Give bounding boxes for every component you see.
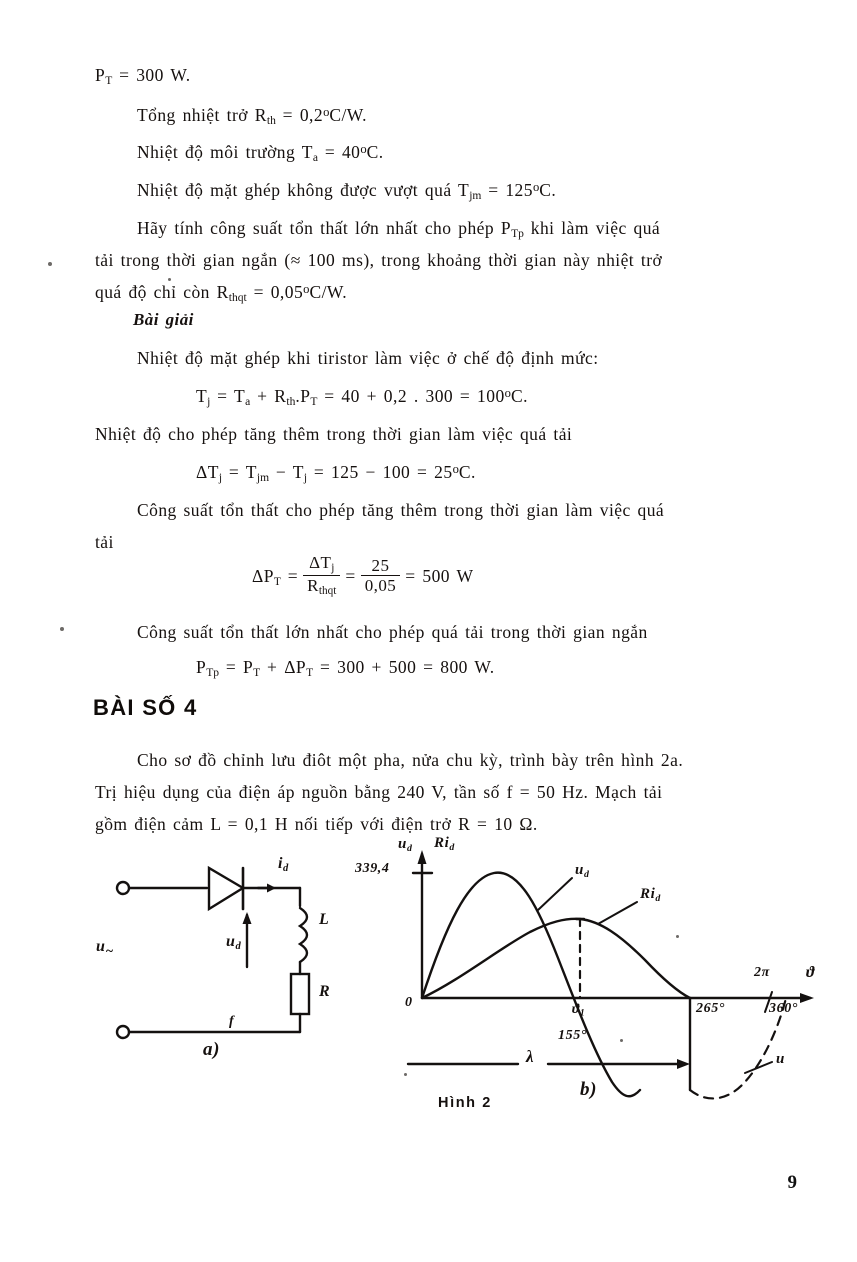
line-question-part1 xyxy=(137,218,837,240)
fraction-denominator xyxy=(303,575,340,598)
degree-sign: o xyxy=(323,105,330,120)
y-axis-label-rid-sub: d xyxy=(449,841,455,853)
problem-heading-text: BÀI SỐ 4 xyxy=(93,695,198,720)
y-axis-label-ud xyxy=(398,837,412,854)
y-axis-label-rid xyxy=(434,836,454,853)
label-id xyxy=(278,856,288,875)
eq1-mid1: = T xyxy=(210,386,246,406)
figure-caption-text: Hình 2 xyxy=(438,1095,492,1111)
value-40: = 40 xyxy=(318,142,361,162)
lambda-label-text: λ xyxy=(526,1047,535,1066)
eq3-equals-1: = xyxy=(280,565,299,586)
subscript-thqt: thqt xyxy=(228,292,247,305)
eq3-frac1-den-sub: thqt xyxy=(318,585,337,598)
unit-cw: C/W. xyxy=(329,105,367,125)
text-cong-suat-lon-nhat: Công suất tổn thất lớn nhất cho phép quá tải trong thời gian ngắn xyxy=(137,622,648,642)
problem4-line-1 xyxy=(137,750,837,771)
curve-label-ud xyxy=(575,863,589,880)
unit-ohm: Ω. xyxy=(519,814,538,834)
curve-rid xyxy=(422,919,690,998)
value-02: = 0,2 xyxy=(275,105,324,125)
line-total-thermal-resistance xyxy=(137,105,837,127)
circuit-svg xyxy=(95,852,395,1062)
eq4-mid1: = P xyxy=(219,657,254,677)
curve-label-rid-text: Ri xyxy=(640,886,656,902)
text-tai-trong-thoi-gian: tải trong thời gian ngắn (≈ 100 ms), trong khoảng thời gian này nhiệt trở xyxy=(95,250,663,270)
figure-caption xyxy=(438,1096,492,1111)
x-axis-label xyxy=(806,965,815,981)
origin-label-text: 0 xyxy=(405,995,413,1010)
line-max-junction-temperature xyxy=(137,180,837,202)
eq3-frac1-num: ΔT xyxy=(309,553,332,572)
fraction-numerator: 25 xyxy=(371,555,390,575)
text-tri-hieu-dung: Trị hiệu dụng của điện áp nguồn bằng 240 V, tần số f = 50 Hz. Mạch tải xyxy=(95,782,663,802)
eq2-lhs: ΔT xyxy=(196,462,219,482)
fraction-delta-tj-over-rthqt xyxy=(303,554,340,598)
lambda-label xyxy=(526,1048,534,1065)
label-id-text: i xyxy=(278,855,284,872)
eq2-mid2-sub: j xyxy=(303,472,308,485)
label-u-source xyxy=(96,939,113,957)
theta1-label-sub: 1 xyxy=(579,1007,585,1018)
line-question-part3 xyxy=(95,282,795,304)
text-nhiet-do-cho-phep: Nhiệt độ cho phép tăng thêm trong thời gian làm việc quá tải xyxy=(95,424,573,444)
theta1-value-label xyxy=(558,1029,587,1043)
eq2-mid2: − T xyxy=(269,462,304,482)
label-ud-sub: d xyxy=(235,940,241,952)
equation-delta-pt xyxy=(252,555,857,615)
line-max-allowable-power xyxy=(137,622,837,643)
eq3-lhs-sub: T xyxy=(273,576,281,589)
unit-cw: C/W. xyxy=(309,282,348,302)
label-id-sub: d xyxy=(283,862,289,874)
subscript-th: th xyxy=(266,115,276,128)
x-axis-label-text: ϑ xyxy=(806,964,816,981)
fraction-numerator xyxy=(303,554,340,575)
text-nhiet-do-mat-ghep: Nhiệt độ mặt ghép không được vượt quá T xyxy=(137,180,470,200)
text-tong-nhiet-tro: Tổng nhiệt trở R xyxy=(137,105,267,125)
eq1-mid3: .P xyxy=(295,386,311,406)
theta1-label-text: ϑ xyxy=(572,1002,580,1017)
eq3-rhs: = 500 W xyxy=(405,566,474,587)
equation-tj xyxy=(196,386,857,408)
waveform-svg xyxy=(390,840,840,1110)
eq4-mid1-sub: T xyxy=(253,667,261,680)
eq1-mid2: + R xyxy=(250,386,287,406)
line-question-part2 xyxy=(95,250,795,271)
eq3-lhs: ΔP xyxy=(252,565,274,586)
text-cho-so-do: Cho sơ đồ chỉnh lưu điôt một pha, nửa chu kỳ, trình bày trên hình 2a. xyxy=(137,750,684,770)
label-part-a-text: a) xyxy=(203,1039,221,1060)
degree-sign: o xyxy=(504,386,511,401)
label-ud xyxy=(226,934,241,953)
origin-label xyxy=(405,996,413,1010)
line-junction-temp-rated xyxy=(137,348,837,369)
curve-label-ud-sub: d xyxy=(583,868,589,880)
text-nhiet-do-moi-truong: Nhiệt độ môi trường T xyxy=(137,142,313,162)
problem4-line-2 xyxy=(95,782,795,803)
eq4-mid2: + ΔP xyxy=(260,657,307,677)
degree-sign: o xyxy=(303,282,310,297)
eq1-mid3-sub: T xyxy=(310,396,318,409)
subscript-jm: jm xyxy=(469,190,482,203)
scan-speck xyxy=(60,627,64,631)
end-angle-label xyxy=(696,1002,725,1016)
solution-heading xyxy=(133,310,833,330)
eq4-lhs: P xyxy=(196,657,207,677)
y-axis-label-rid-text: Ri xyxy=(434,835,450,851)
page-number-text: 9 xyxy=(787,1172,797,1193)
line-allowable-power-rise-2 xyxy=(95,532,795,553)
curve-label-u xyxy=(776,1052,785,1067)
scan-speck xyxy=(168,278,171,281)
problem-heading xyxy=(93,695,198,721)
eq2-lhs-sub: j xyxy=(218,472,223,485)
subscript-t: T xyxy=(105,75,113,88)
y-axis-tick-label xyxy=(355,862,390,876)
inductor-coil xyxy=(300,908,307,962)
curve-label-ud-text: u xyxy=(575,862,584,878)
theta1-value-text: 155° xyxy=(558,1028,587,1043)
label-part-a xyxy=(203,1040,220,1059)
label-part-b-text: b) xyxy=(580,1079,598,1100)
eq2-unit: C. xyxy=(458,462,476,482)
value-005: = 0,05 xyxy=(246,282,304,302)
fraction-denominator: 0,05 xyxy=(361,575,401,596)
equation-ptp xyxy=(196,657,857,679)
eq1-mid1-sub: a xyxy=(245,396,251,409)
text-nhiet-do-mat-ghep-khi: Nhiệt độ mặt ghép khi tiristor làm việc ở chế độ định mức: xyxy=(137,348,599,368)
curve-label-rid-sub: d xyxy=(655,892,661,904)
two-pi-text: 2π xyxy=(754,965,770,980)
subscript-a: a xyxy=(312,152,318,165)
terminal-top xyxy=(117,882,129,894)
resistor-box xyxy=(291,974,309,1014)
label-inductor xyxy=(319,912,329,928)
eq3-frac1-num-sub: j xyxy=(331,562,335,575)
unit-c: C. xyxy=(366,142,384,162)
label-ud-text: u xyxy=(226,933,236,950)
eq2-mid1-sub: jm xyxy=(256,472,270,485)
label-resistor-text: R xyxy=(319,983,331,1000)
page-number xyxy=(788,1172,798,1194)
value-300w: = 300 W. xyxy=(112,65,191,85)
curve-label-u-text: u xyxy=(776,1051,785,1067)
unit-c: C. xyxy=(539,180,557,200)
label-u-source-sub: ~ xyxy=(105,942,114,958)
y-axis-label-ud-text: u xyxy=(398,836,407,852)
label-resistor xyxy=(319,984,330,1000)
two-pi-label xyxy=(754,966,770,980)
y-axis-tick-label-text: 339,4 xyxy=(355,861,390,876)
symbol-p: P xyxy=(95,65,106,85)
equation-delta-tj xyxy=(196,462,857,484)
problem4-line-3 xyxy=(95,814,795,835)
eq1-mid2-sub: th xyxy=(286,396,296,409)
leader-rid xyxy=(598,902,637,924)
line-allowable-temp-rise xyxy=(95,424,795,445)
eq1-rhs: = 40 + 0,2 . 300 = 100 xyxy=(317,386,505,406)
diode-triangle xyxy=(209,868,243,909)
value-125: = 125 xyxy=(481,180,533,200)
full-angle-text: 360° xyxy=(769,1001,798,1016)
line-ambient-temperature xyxy=(137,142,837,164)
eq4-rhs: = 300 + 500 = 800 W. xyxy=(313,657,495,677)
eq2-mid1: = T xyxy=(222,462,257,482)
full-angle-label xyxy=(769,1002,798,1016)
text-khi-lam-viec: khi làm việc quá xyxy=(523,218,661,238)
text-qua-do-chi-con: quá độ chỉ còn R xyxy=(95,282,229,302)
scan-speck xyxy=(48,262,52,266)
eq1-lhs-sub: j xyxy=(207,396,211,409)
eq3-frac1-den: R xyxy=(307,575,319,595)
eq3-equals-2: = xyxy=(345,566,356,587)
text-tai: tải xyxy=(95,532,114,552)
x-axis-arrow xyxy=(800,993,814,1003)
lambda-arrow-head xyxy=(677,1059,690,1069)
eq4-mid2-sub: T xyxy=(306,667,314,680)
figure-2a-circuit xyxy=(95,852,395,1062)
label-part-b xyxy=(580,1080,597,1099)
leader-ud xyxy=(538,878,572,910)
line-allowable-power-rise-1 xyxy=(137,500,837,521)
end-angle-text: 265° xyxy=(696,1001,725,1016)
eq4-lhs-sub: Tp xyxy=(206,667,220,680)
ud-arrow-head xyxy=(243,912,252,924)
line-pt-value xyxy=(95,65,795,87)
degree-sign: o xyxy=(452,462,459,477)
curve-label-rid xyxy=(640,887,660,904)
text-cong-suat-ton-that-cho-phep: Công suất tổn thất cho phép tăng thêm trong thời gian làm việc quá xyxy=(137,500,665,520)
label-inductor-text: L xyxy=(319,911,330,928)
text-gom-dien-cam: gồm điện cảm L = 0,1 H nối tiếp với điện trở R = 10 xyxy=(95,814,520,834)
eq1-lhs: T xyxy=(196,386,208,406)
subscript-tp: Tp xyxy=(511,228,524,241)
eq1-unit: C. xyxy=(510,386,528,406)
degree-sign: o xyxy=(360,142,367,157)
y-axis-label-ud-sub: d xyxy=(406,842,412,854)
degree-sign: o xyxy=(532,180,540,195)
y-axis-arrow xyxy=(418,850,427,864)
label-bottom-wire xyxy=(229,1015,234,1029)
label-bottom-wire-text: f xyxy=(229,1014,235,1029)
current-arrow-head xyxy=(267,884,276,893)
solution-heading-text: Bài giải xyxy=(133,310,194,329)
text-hay-tinh: Hãy tính công suất tổn thất lớn nhất cho phép P xyxy=(137,218,512,238)
theta1-label xyxy=(572,1003,585,1018)
fraction-25-over-005 xyxy=(361,557,401,595)
terminal-bottom xyxy=(117,1026,129,1038)
figure-2b-waveforms xyxy=(355,835,840,1110)
label-u-source-text: u xyxy=(96,938,106,955)
eq2-rhs: = 125 − 100 = 25 xyxy=(307,462,453,482)
